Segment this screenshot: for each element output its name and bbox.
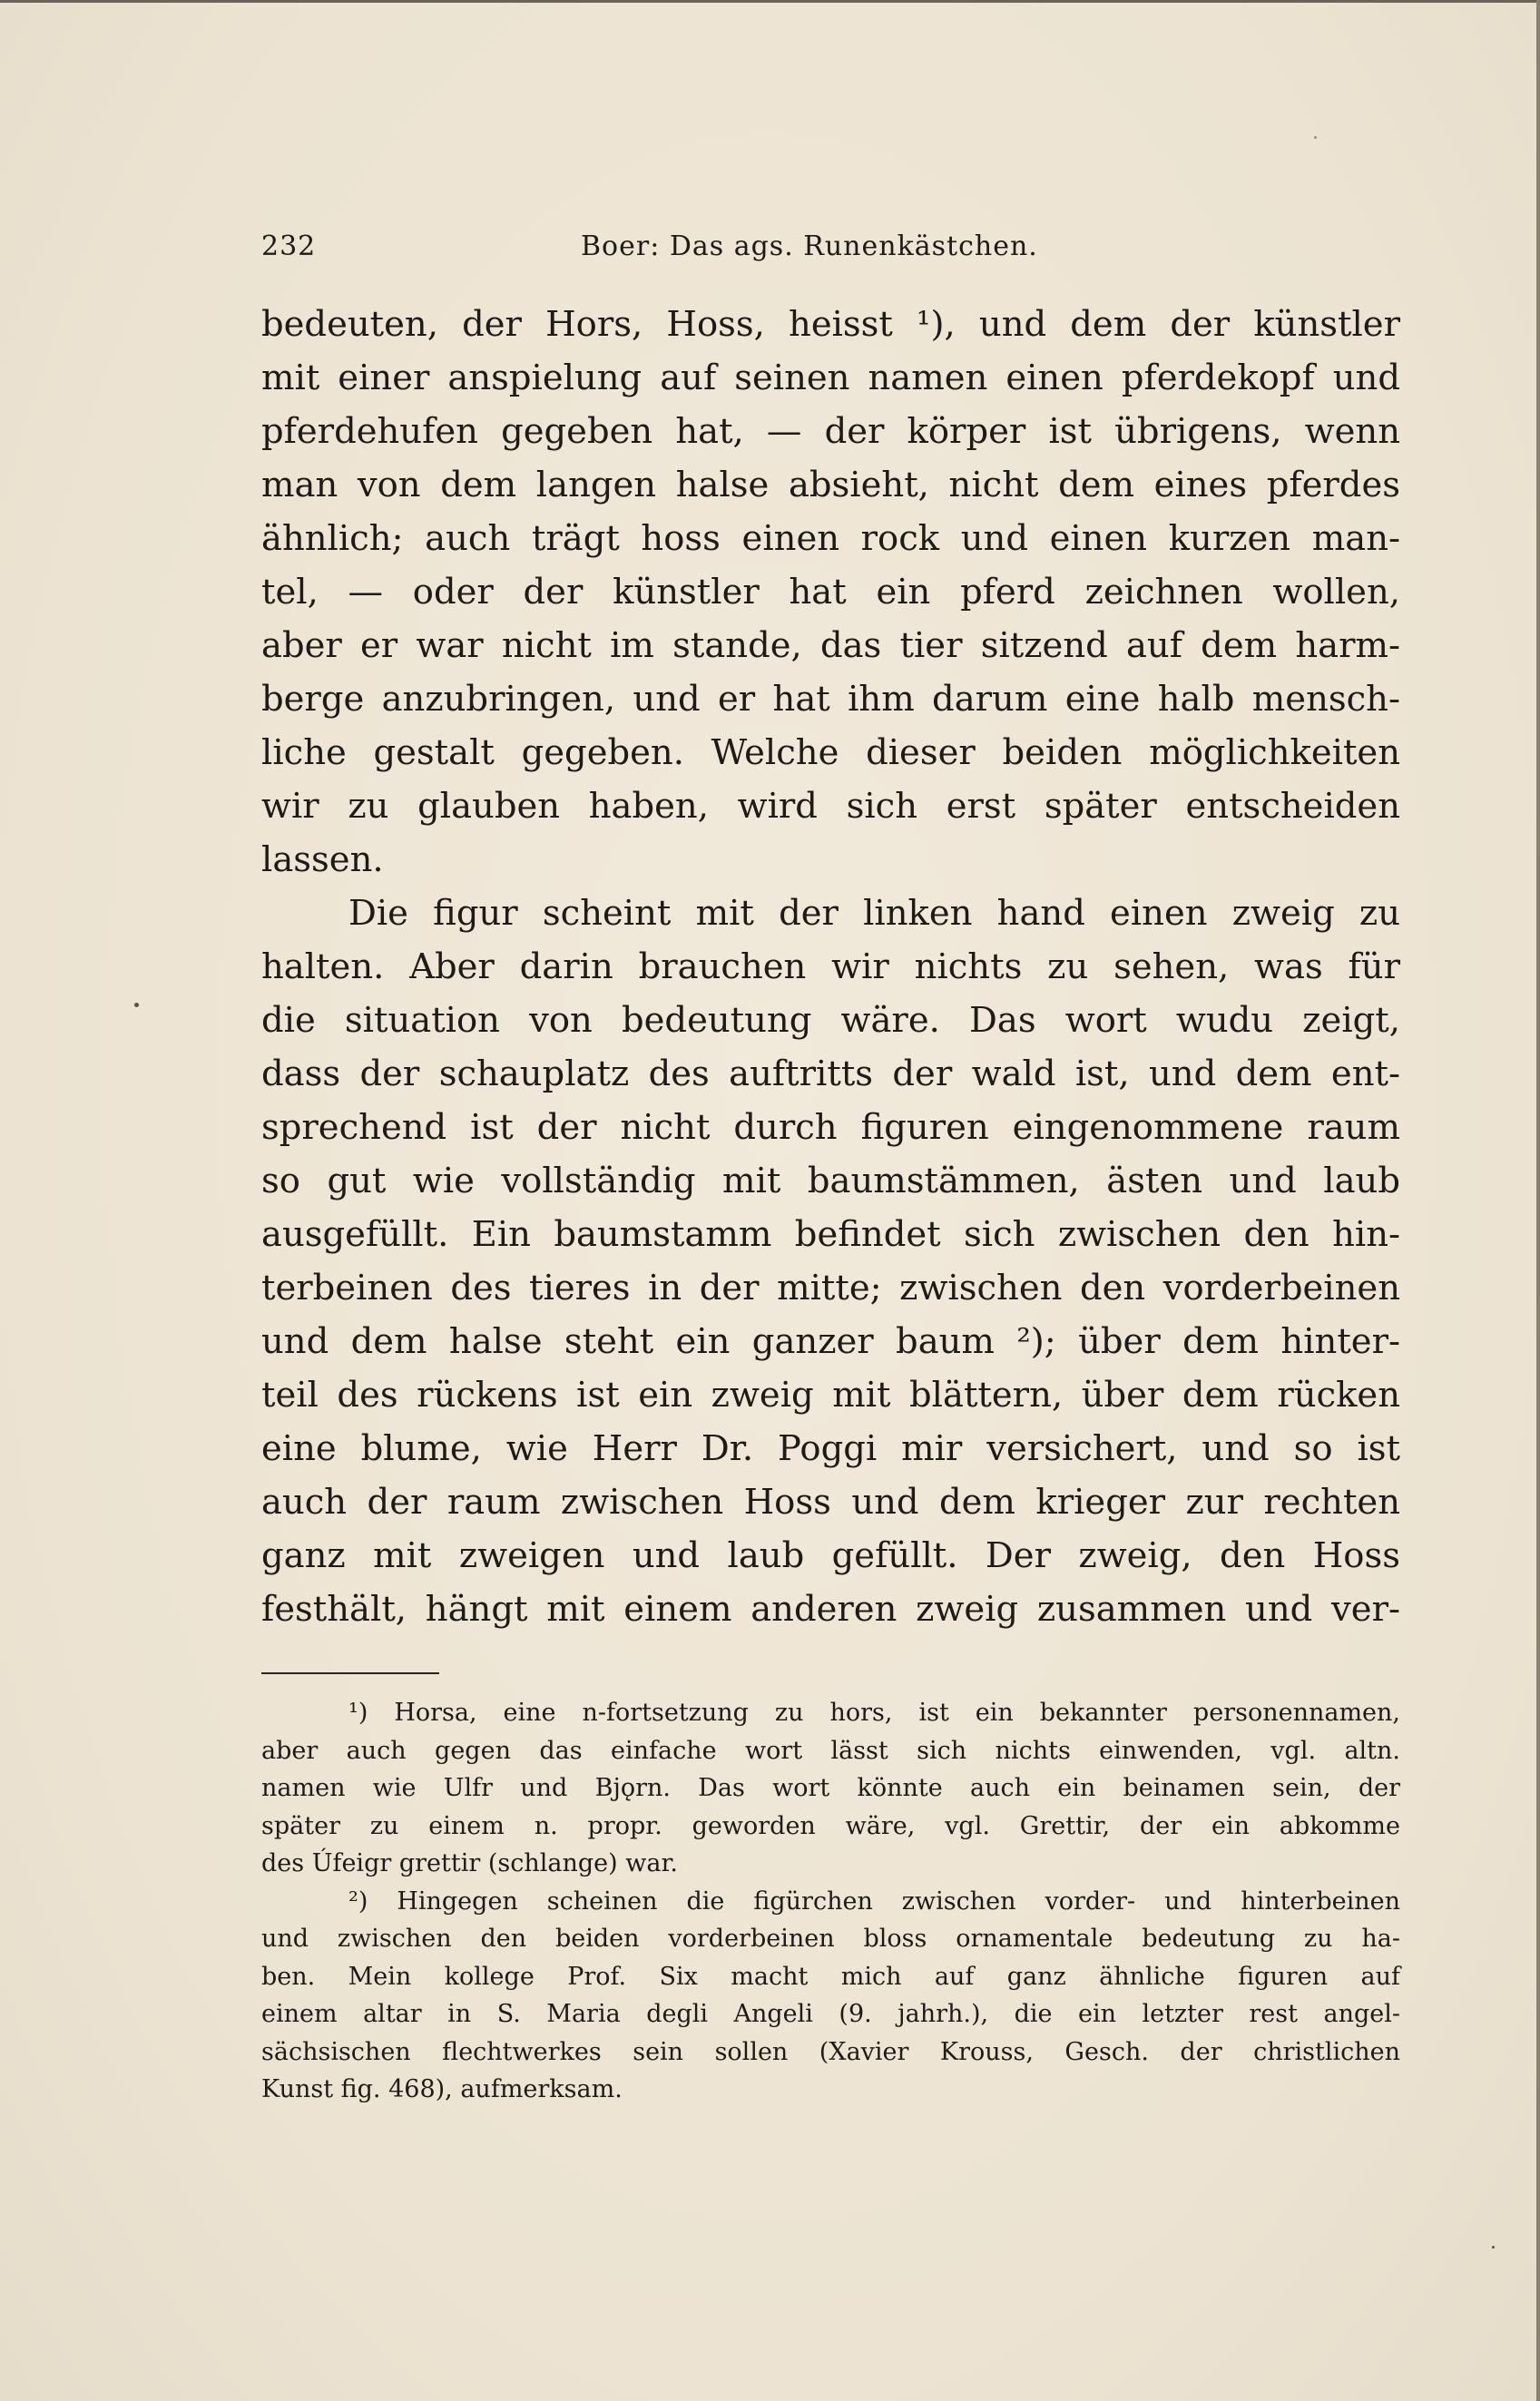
text-line: auch der raum zwischen Hoss und dem krieger zur rechten bbox=[261, 1482, 1400, 1523]
text-line: wir zu glauben haben, wird sich erst später entscheiden bbox=[261, 786, 1400, 827]
text-line: Die figur scheint mit der linken hand einen zweig zu bbox=[348, 893, 1400, 934]
text-line: dass der schauplatz des auftritts der wald ist, und dem ent- bbox=[261, 1054, 1400, 1094]
text-line: tel, — oder der künstler hat ein pferd zeichnen wollen, bbox=[261, 572, 1400, 612]
text-line: pferdehufen gegeben hat, — der körper ist übrigens, wenn bbox=[261, 411, 1400, 452]
page-header bbox=[261, 227, 1400, 267]
page-right-edge bbox=[1536, 0, 1540, 2401]
text-line: mit einer anspielung auf seinen namen einen pferdekopf und bbox=[261, 358, 1400, 398]
text-line: ganz mit zweigen und laub gefüllt. Der zweig, den Hoss bbox=[261, 1535, 1400, 1576]
text-line: und dem halse steht ein ganzer baum ²); über dem hinter- bbox=[261, 1321, 1400, 1362]
text-line: halten. Aber darin brauchen wir nichts zu sehen, was für bbox=[261, 946, 1400, 987]
footnote-line: Kunst fig. 468), aufmerksam. bbox=[261, 2075, 623, 2103]
text-line: teil des rückens ist ein zweig mit blättern, über dem rücken bbox=[261, 1375, 1400, 1416]
footnote-line: einem altar in S. Maria degli Angeli (9. jahrh.), die ein letzter rest angel- bbox=[261, 2000, 1400, 2028]
footnote-line: später zu einem n. propr. geworden wäre, vgl. Grettir, der ein abkomme bbox=[261, 1811, 1400, 1840]
footnote-line: aber auch gegen das einfache wort lässt sich nichts einwenden, vgl. altn. bbox=[261, 1736, 1400, 1765]
footnote-divider bbox=[261, 1672, 439, 1674]
text-line: berge anzubringen, und er hat ihm darum eine halb mensch- bbox=[261, 679, 1400, 720]
text-line: man von dem langen halse absieht, nicht dem eines pferdes bbox=[261, 465, 1400, 505]
footnote-line: namen wie Ulfr und Bjǫrn. Das wort könnte auch ein beinamen sein, der bbox=[261, 1774, 1400, 1802]
text-line: eine blume, wie Herr Dr. Poggi mir versichert, und so ist bbox=[261, 1428, 1400, 1469]
footnote-line: sächsischen flechtwerkes sein sollen (Xavier Krouss, Gesch. der christlichen bbox=[261, 2037, 1400, 2066]
footnote-line: des Úfeigr grettir (schlange) war. bbox=[261, 1849, 678, 1877]
footnote-line: und zwischen den beiden vorderbeinen bloss ornamentale bedeutung zu ha- bbox=[261, 1925, 1400, 1953]
footnote-line: ²) Hingegen scheinen die figürchen zwischen vorder- und hinterbeinen bbox=[348, 1886, 1400, 1916]
text-line: festhält, hängt mit einem anderen zweig zusammen und ver- bbox=[261, 1589, 1400, 1630]
text-line: sprechend ist der nicht durch figuren eingenommene raum bbox=[261, 1107, 1400, 1148]
footnote-line: ben. Mein kollege Prof. Six macht mich auf ganz ähnliche figuren auf bbox=[261, 1962, 1400, 1991]
text-line: terbeinen des tieres in der mitte; zwischen den vorderbeinen bbox=[261, 1268, 1400, 1308]
body-text bbox=[261, 298, 1400, 1636]
text-line: die situation von bedeutung wäre. Das wort wudu zeigt, bbox=[261, 1000, 1400, 1041]
footnote-line: ¹) Horsa, eine n-fortsetzung zu hors, ist ein bekannter personennamen, bbox=[348, 1699, 1400, 1727]
text-line: lassen. bbox=[261, 839, 384, 880]
text-line: ähnlich; auch trägt hoss einen rock und einen kurzen man- bbox=[261, 518, 1400, 559]
text-line: bedeuten, der Hors, Hoss, heisst ¹), und dem der künstler bbox=[261, 304, 1400, 345]
text-line: liche gestalt gegeben. Welche dieser beiden möglichkeiten bbox=[261, 732, 1400, 773]
page-number: 232 bbox=[261, 230, 317, 262]
text-line: aber er war nicht im stande, das tier sitzend auf dem harm- bbox=[261, 625, 1400, 666]
text-line: ausgefüllt. Ein baumstamm befindet sich zwischen den hin- bbox=[261, 1214, 1400, 1255]
running-title: Boer: Das ags. Runenkästchen. bbox=[581, 230, 1038, 262]
paper-speck bbox=[134, 1003, 139, 1007]
paper-speck bbox=[1492, 2246, 1495, 2249]
text-line: so gut wie vollständig mit baumstämmen, ästen und laub bbox=[261, 1161, 1400, 1201]
page-top-edge bbox=[0, 0, 1540, 3]
paper-speck bbox=[1314, 136, 1317, 139]
footnotes bbox=[261, 1694, 1400, 2109]
